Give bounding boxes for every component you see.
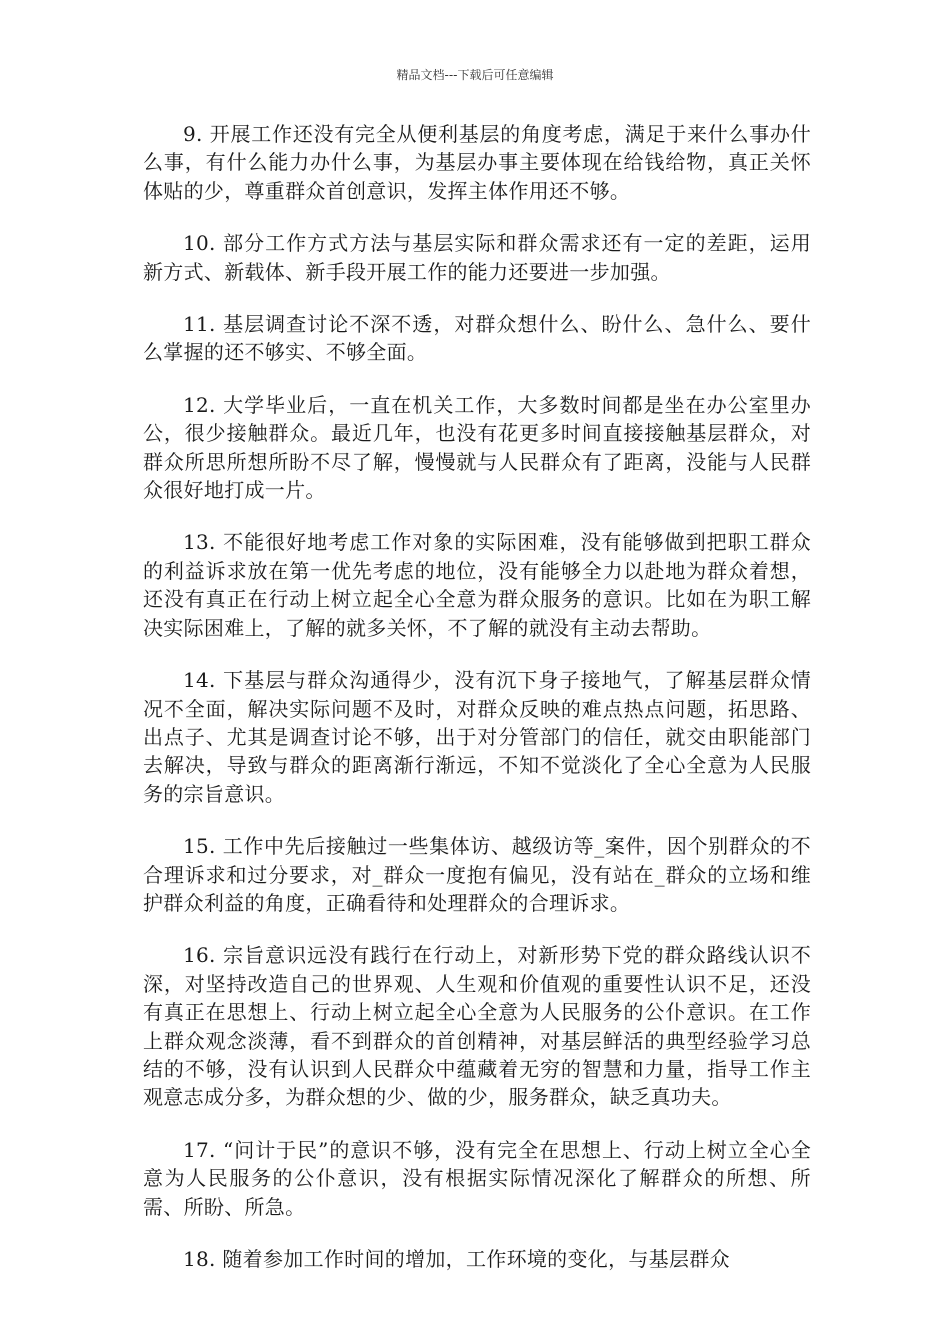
document-body xyxy=(143,120,811,1297)
paragraph-13: 13. 不能很好地考虑工作对象的实际困难，没有能够做到把职工群众的利益诉求放在第一优先考虑的地位，没有能够全力以赴地为群众着想，还没有真正在行动上树立起全心全意为群众服务的意识。比如在为职工解决实际困难上，了解的就多关怀，不了解的就没有主动去帮助。 xyxy=(143,530,811,640)
paragraph-16: 16. 宗旨意识远没有践行在行动上，对新形势下党的群众路线认识不深，对坚持改造自己的世界观、人生观和价值观的重要性认识不足，还没有真正在思想上、行动上树立起全心全意为人民服务的公仆意识。在工作上群众观念淡薄，看不到群众的首创精神，对基层鲜活的典型经验学习总结的不够，没有认识到人民群众中蕴藏着无穷的智慧和力量，指导工作主观意志成分多，为群众想的少、做的少，服务群众，缺乏真功夫。 xyxy=(143,943,811,1110)
paragraph-11: 11. 基层调查讨论不深不透，对群众想什么、盼什么、急什么、要什么掌握的还不够实、不够全面。 xyxy=(143,312,811,365)
page-header: 精品文档---下载后可任意编辑 xyxy=(396,68,554,82)
paragraph-14: 14. 下基层与群众沟通得少，没有沉下身子接地气，了解基层群众情况不全面，解决实际问题不及时，对群众反映的难点热点问题，拓思路、出点子、尤其是调查讨论不够，出于对分管部门的信任，就交由职能部门去解决，导致与群众的距离渐行渐远，不知不觉淡化了全心全意为人民服务的宗旨意识。 xyxy=(143,668,811,806)
paragraph-18: 18. 随着参加工作时间的增加，工作环境的变化，与基层群众 xyxy=(183,1247,730,1271)
paragraph-10: 10. 部分工作方式方法与基层实际和群众需求还有一定的差距，运用新方式、新载体、新手段开展工作的能力还要进一步加强。 xyxy=(143,231,811,284)
paragraph-9: 9. 开展工作还没有完全从便利基层的角度考虑，满足于来什么事办什么事，有什么能力办什么事，为基层办事主要体现在给钱给物，真正关怀体贴的少，尊重群众首创意识，发挥主体作用还不够。 xyxy=(143,122,811,203)
paragraph-15: 15. 工作中先后接触过一些集体访、越级访等_案件，因个别群众的不合理诉求和过分要求，对_群众一度抱有偏见，没有站在_群众的立场和维护群众利益的角度，正确看待和处理群众的合理诉求。 xyxy=(143,834,811,915)
paragraph-12: 12. 大学毕业后，一直在机关工作，大多数时间都是坐在办公室里办公，很少接触群众。最近几年，也没有花更多时间直接接触基层群众，对群众所思所想所盼不尽了解，慢慢就与人民群众有了距离，没能与人民群众很好地打成一片。 xyxy=(143,392,811,503)
paragraph-17: 17. “问计于民”的意识不够，没有完全在思想上、行动上树立全心全意为人民服务的公仆意识，没有根据实际情况深化了解群众的所想、所需、所盼、所急。 xyxy=(143,1137,811,1219)
